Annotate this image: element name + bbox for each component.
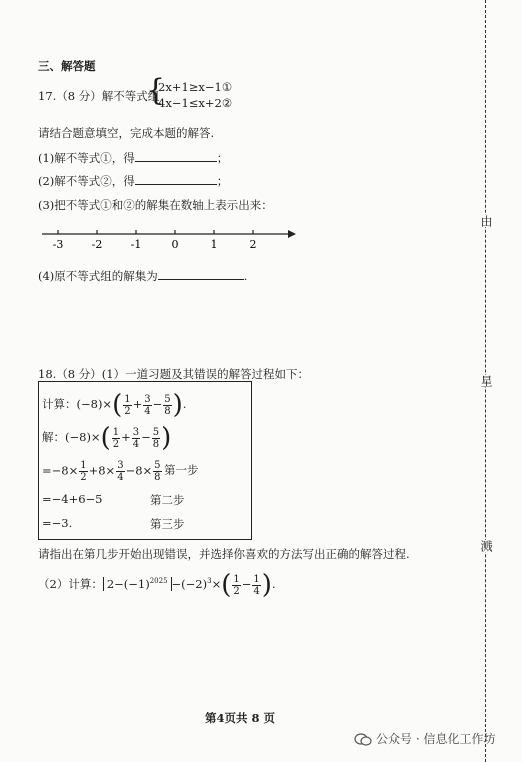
q18-solution-line2: =−4+6−5 [42, 492, 103, 506]
solution-prefix: 解：(−8)× [42, 430, 101, 444]
step-first-label: 第一步 [164, 463, 199, 477]
q18-question: 请指出在第几步开始出现错误，并选择你喜欢的方法写出正确的解答过程. [38, 547, 410, 561]
number-line-tick-label: -1 [130, 238, 142, 251]
q17-inequality-1: 2x+1≥x−1① [158, 80, 233, 94]
q17-label: 17.（8 分）解不等式组 [38, 89, 160, 103]
answer-blank-4[interactable] [158, 269, 244, 280]
watermark [354, 730, 495, 747]
q17-step4 [38, 268, 247, 284]
margin-char-1: 由 [479, 215, 493, 227]
wechat-icon [354, 732, 372, 746]
q17-step3: (3)把不等式①和②的解集在数轴上表示出来： [38, 198, 273, 212]
q17-step1-text: (1)解不等式①，得 [38, 151, 135, 165]
number-line [38, 222, 298, 252]
q18-part2: （2）计算： $2-(-1)^{2025} -(-2)^3\times$( $\frac{1}{2}$ − $\frac{1}{4}$ ). [38, 570, 276, 600]
number-line-tick-label: -2 [91, 238, 103, 251]
q17-instruction: 请结合题意填空，完成本题的解答. [38, 126, 215, 140]
number-line-tick-label: 1 [210, 238, 218, 251]
system-brace: { [146, 73, 166, 108]
q17-inequality-2: 4x−1≤x+2② [158, 96, 233, 110]
margin-char-2: 星 [479, 375, 493, 387]
q17-step4-suffix: . [243, 269, 248, 283]
part2-prefix: （2）计算： [38, 577, 103, 591]
q17-step2-text: (2)解不等式②，得 [38, 174, 135, 188]
q18-solution-line1: =−8× $\frac{1}{2}$ +8× $\frac{3}{4}$ −8× $\frac{5}{8}$ [42, 460, 161, 483]
step-third-label: 第三步 [150, 517, 185, 531]
q17-step2-suffix: ； [216, 174, 229, 188]
number-line-arrow [288, 230, 296, 238]
q18-label: 18.（8 分）(1）一道习题及其错误的解答过程如下： [38, 367, 310, 381]
q17-step4-text: (4)原不等式组的解集为 [38, 269, 158, 283]
answer-blank-1[interactable] [135, 151, 217, 162]
section-title: 三、解答题 [38, 59, 96, 73]
q17-step2 [38, 173, 228, 189]
step-second-label: 第二步 [150, 493, 185, 507]
q18-solution-line0: 解：(−8)×( $\frac{1}{2}$ + $\frac{3}{4}$ − $\frac{5}{8}$ ) [42, 423, 172, 453]
number-line-tick-label: 2 [249, 238, 257, 251]
q18-solution-line3: =−3. [42, 516, 73, 530]
q18-calc: 计算：(−8)×( $\frac{1}{2}$ + $\frac{3}{4}$ − $\frac{5}{8}$ ). [42, 390, 187, 420]
watermark-text: 公众号 · 信息化工作坊 [376, 732, 496, 746]
page-footer: 第4页共 8 页 [205, 711, 276, 725]
calc-prefix: 计算：(−8)× [42, 397, 113, 411]
number-line-tick-label: -3 [52, 238, 64, 251]
q17-step1-suffix: ； [216, 151, 229, 165]
number-line-tick-label: 0 [171, 238, 179, 251]
q17-step1 [38, 150, 228, 166]
margin-char-3: 溅 [479, 540, 493, 552]
answer-blank-2[interactable] [135, 174, 217, 185]
